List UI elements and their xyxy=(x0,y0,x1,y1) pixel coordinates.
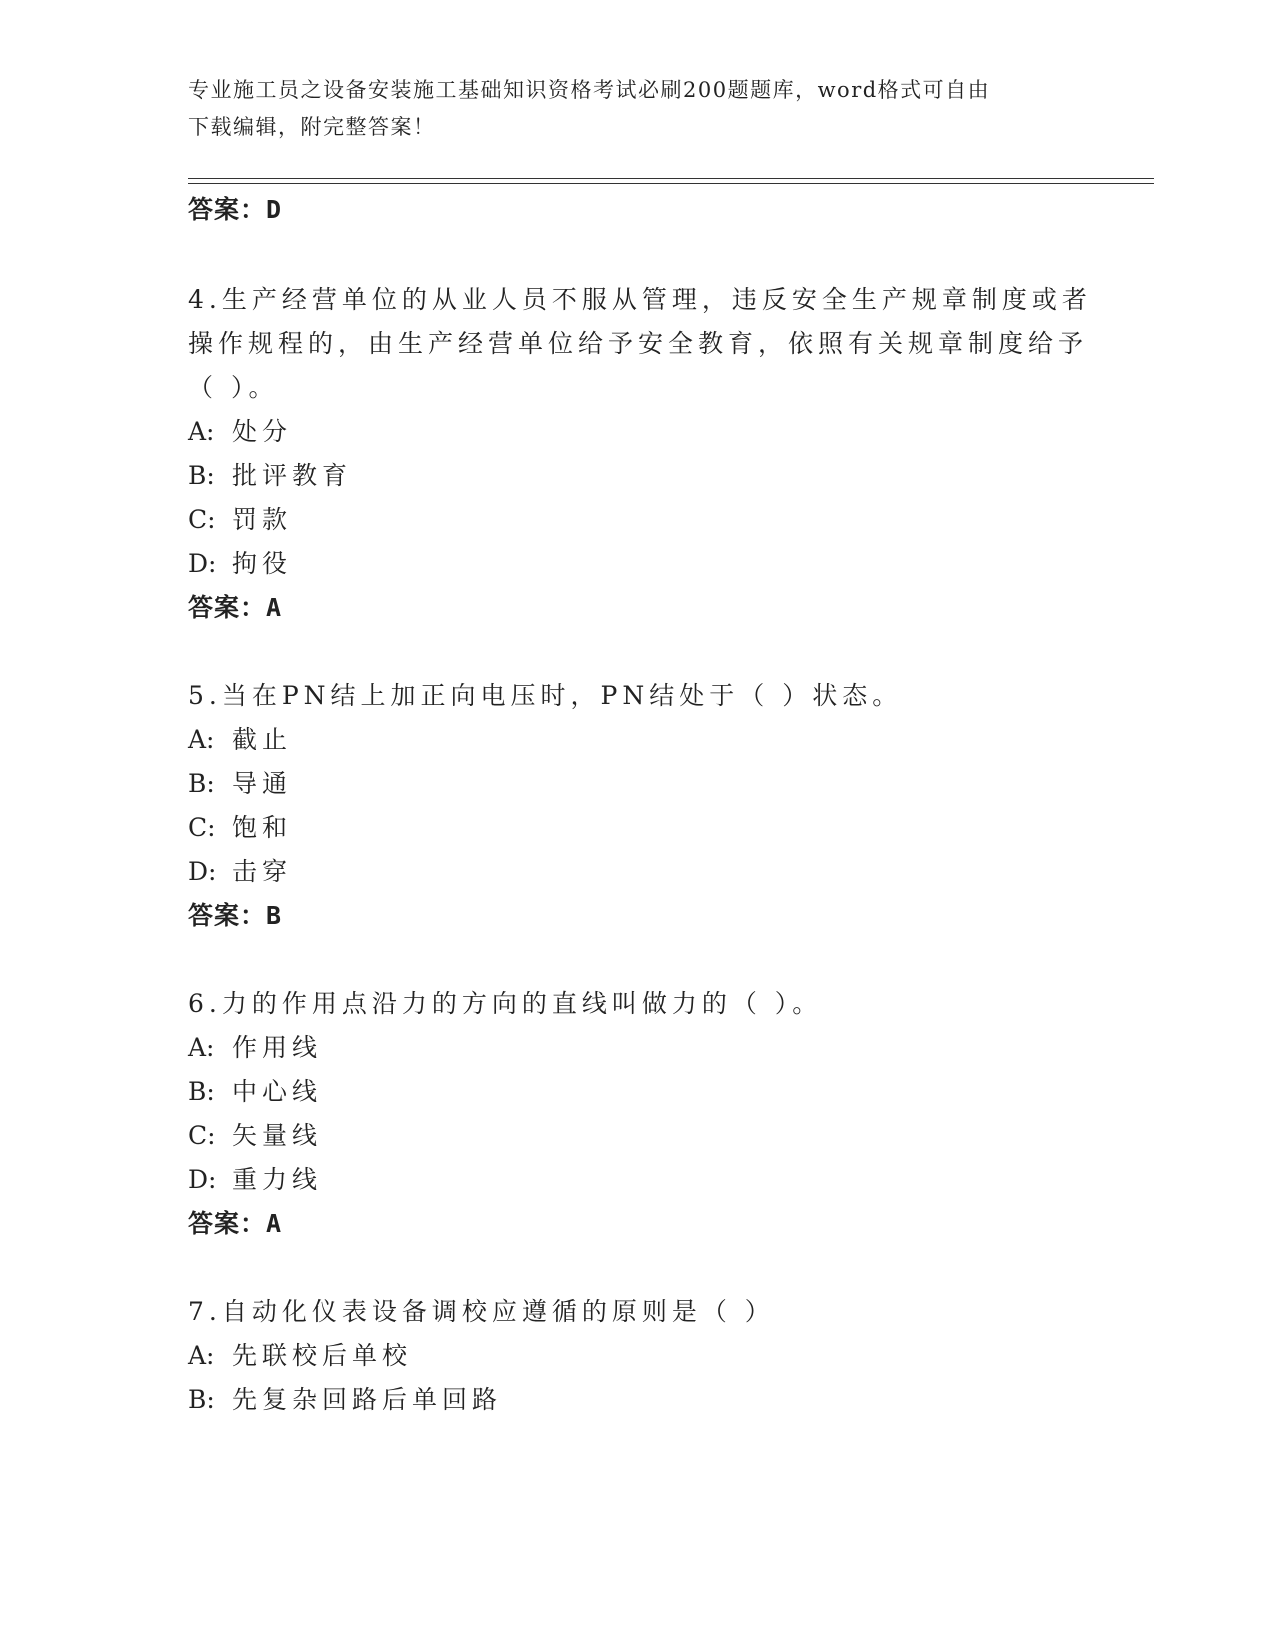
option-text: 导通 xyxy=(232,769,293,798)
option-text: 处分 xyxy=(232,417,293,446)
option-letter: D: xyxy=(188,549,217,578)
q4-answer: 答案：A xyxy=(188,593,283,622)
option-text: 饱和 xyxy=(232,813,293,842)
q6-option-d xyxy=(188,1160,322,1196)
document-header xyxy=(188,72,1088,146)
option-letter: B: xyxy=(188,1385,215,1414)
q5-option-a xyxy=(188,720,292,756)
answer-q3: 答案：D xyxy=(188,195,283,224)
q5-option-d xyxy=(188,852,292,888)
header-line-2: 下载编辑，附完整答案！ xyxy=(188,115,436,139)
option-letter: C: xyxy=(188,813,216,842)
header-line-1: 专业施工员之设备安装施工基础知识资格考试必刷200题题库，word格式可自由 xyxy=(188,78,991,102)
option-letter: B: xyxy=(188,461,215,490)
option-letter: C: xyxy=(188,1121,216,1150)
option-text: 矢量线 xyxy=(232,1121,323,1150)
option-text: 作用线 xyxy=(232,1033,323,1062)
header-divider-top xyxy=(188,178,1154,179)
q5-option-c xyxy=(188,808,292,844)
q5-answer: 答案：B xyxy=(188,901,283,930)
option-text: 先联校后单校 xyxy=(232,1341,413,1370)
option-letter: B: xyxy=(188,769,215,798)
q4-option-b xyxy=(188,456,352,492)
header-divider-bottom xyxy=(188,183,1154,184)
q7-option-b xyxy=(188,1380,502,1416)
option-letter: A: xyxy=(188,725,215,754)
q5-stem-line-1: 5.当在PN结上加正向电压时，PN结处于（ ）状态。 xyxy=(188,681,903,710)
option-text: 重力线 xyxy=(232,1165,323,1194)
option-text: 中心线 xyxy=(232,1077,323,1106)
option-letter: A: xyxy=(188,1033,215,1062)
q4-option-d xyxy=(188,544,292,580)
q6-stem-line-1: 6.力的作用点沿力的方向的直线叫做力的（ ）。 xyxy=(188,989,823,1018)
option-letter: D: xyxy=(188,857,217,886)
option-letter: A: xyxy=(188,417,215,446)
option-letter: C: xyxy=(188,505,216,534)
option-letter: B: xyxy=(188,1077,215,1106)
option-text: 先复杂回路后单回路 xyxy=(232,1385,503,1414)
q4-stem-line-1: 4.生产经营单位的从业人员不服从管理，违反安全生产规章制度或者 xyxy=(188,285,1092,314)
q4-stem-line-3: （ ）。 xyxy=(188,373,279,402)
q6-option-a xyxy=(188,1028,322,1064)
q6-option-c xyxy=(188,1116,322,1152)
q4-option-a xyxy=(188,412,292,448)
q5-option-b xyxy=(188,764,292,800)
q7-stem-line-1: 7.自动化仪表设备调校应遵循的原则是（ ） xyxy=(188,1297,775,1326)
option-text: 批评教育 xyxy=(232,461,353,490)
option-letter: D: xyxy=(188,1165,217,1194)
q7-option-a xyxy=(188,1336,412,1372)
option-text: 击穿 xyxy=(232,857,293,886)
option-text: 截止 xyxy=(232,725,293,754)
q4-option-c xyxy=(188,500,292,536)
option-text: 罚款 xyxy=(232,505,293,534)
option-letter: A: xyxy=(188,1341,215,1370)
q6-option-b xyxy=(188,1072,322,1108)
q6-answer: 答案：A xyxy=(188,1209,283,1238)
q4-stem-line-2: 操作规程的，由生产经营单位给予安全教育，依照有关规章制度给予 xyxy=(188,329,1089,358)
option-text: 拘役 xyxy=(232,549,293,578)
